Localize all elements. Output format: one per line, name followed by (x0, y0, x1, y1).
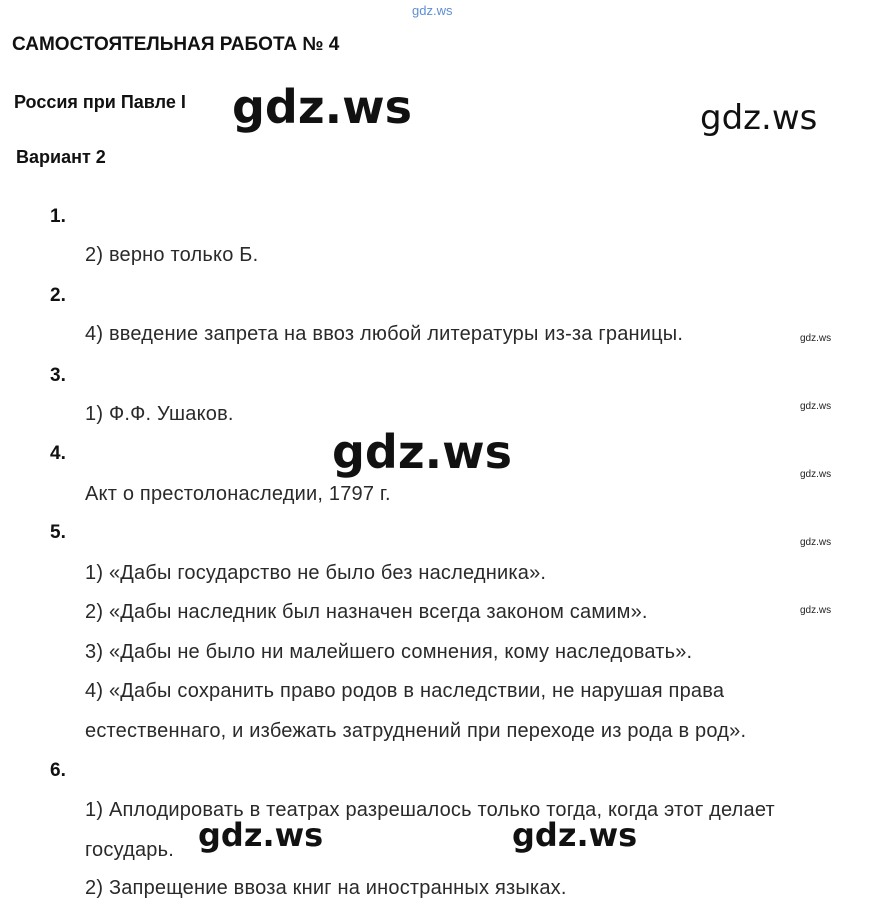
answer-line: 1) Аплодировать в театрах разрешалось только тогда, когда этот делает (85, 799, 775, 821)
answer-line: Акт о престолонаследии, 1797 г. (85, 483, 391, 505)
watermark: gdz.ws (232, 80, 412, 134)
answer-line: государь. (85, 839, 175, 861)
watermark: gdz.ws (512, 816, 638, 854)
answer-line: 4) введение запрета на ввоз любой литературы из-за границы. (85, 323, 684, 345)
variant-heading: Вариант 2 (16, 147, 106, 167)
question-number: 3. (50, 365, 66, 386)
answer-line: 1) Ф.Ф. Ушаков. (85, 403, 234, 425)
answer-line: 2) верно только Б. (85, 244, 259, 266)
answer-line: 4) «Дабы сохранить право родов в наследствии, не нарушая права (85, 680, 725, 702)
answer-line: 3) «Дабы не было ни малейшего сомнения, кому наследовать». (85, 641, 693, 663)
watermark-small: gdz.ws (800, 537, 832, 548)
watermark: gdz.ws (700, 98, 818, 138)
question-number: 1. (50, 206, 66, 227)
question-number: 4. (50, 443, 66, 464)
answer-line: 1) «Дабы государство не было без наследника». (85, 562, 547, 584)
question-number: 5. (50, 522, 66, 543)
question-number: 6. (50, 760, 66, 781)
watermark: gdz.ws (332, 425, 512, 479)
watermark: gdz.ws (198, 816, 324, 854)
watermark-small: gdz.ws (800, 605, 832, 616)
watermark-small: gdz.ws (800, 401, 832, 412)
answer-line: естественнаго, и избежать затруднений при переходе из рода в род». (85, 720, 747, 742)
watermark-small: gdz.ws (800, 333, 832, 344)
watermark-small: gdz.ws (800, 469, 832, 480)
topic-heading: Россия при Павле I (14, 92, 186, 112)
answer-line: 2) «Дабы наследник был назначен всегда законом самим». (85, 601, 648, 623)
answer-line: 2) Запрещение ввоза книг на иностранных языках. (85, 877, 567, 899)
question-number: 2. (50, 285, 66, 306)
watermark-top: gdz.ws (412, 3, 453, 18)
page-title: САМОСТОЯТЕЛЬНАЯ РАБОТА № 4 (12, 34, 340, 55)
